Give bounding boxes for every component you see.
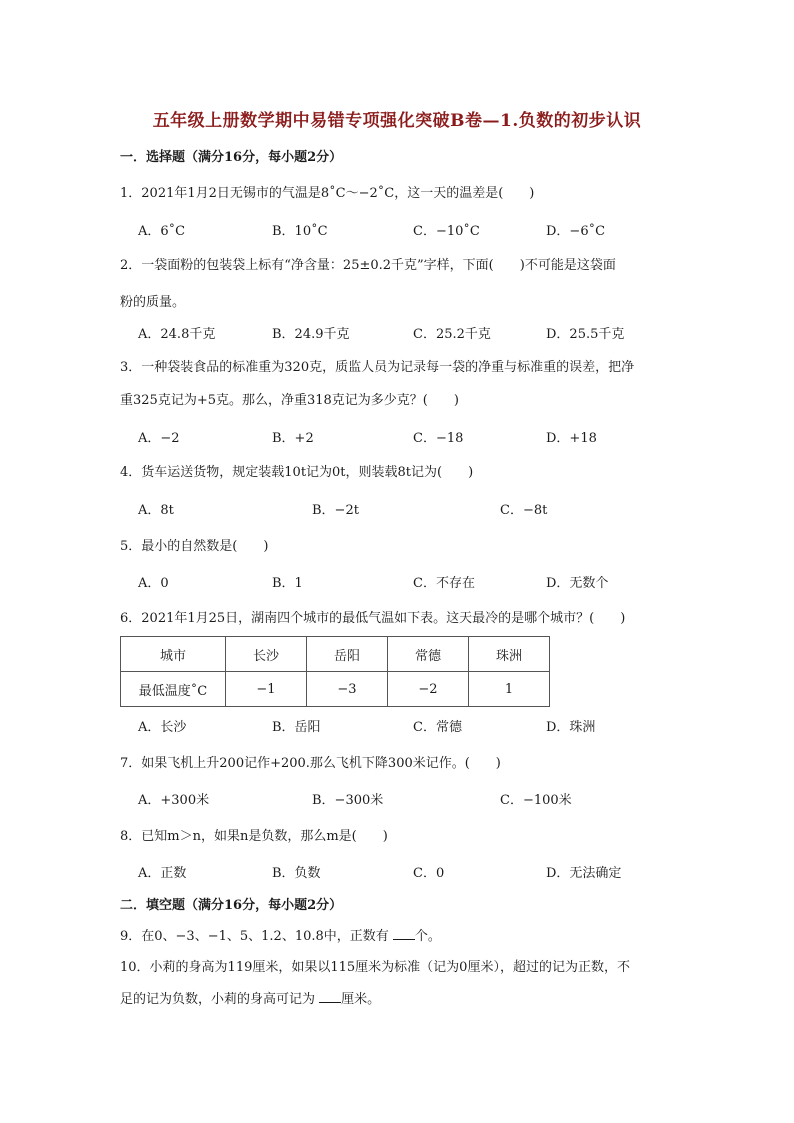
question-1: 1．2021年1月2日无锡市的气温是8˚C～−2˚C，这一天的温差是( ) xyxy=(120,186,535,201)
question-3-line-1: 3．一种袋装食品的标准重为320克，质监人员为记录每一袋的净重与标准重的误差，把净 xyxy=(120,360,635,375)
question-7-options xyxy=(138,789,698,807)
question-9-suffix: 个。 xyxy=(414,929,441,944)
option-c: C．25.2千克 xyxy=(413,327,491,342)
option-c: C．−8t xyxy=(500,503,548,518)
question-2-line-1: 2．一袋面粉的包装袋上标有“净含量：25±0.2千克”字样，下面( )不可能是这袋面 xyxy=(120,258,616,273)
option-a: A．−2 xyxy=(138,431,180,446)
question-7: 7．如果飞机上升200记作+200.那么飞机下降300米记作。( ) xyxy=(120,756,501,771)
question-9-text: 9．在0、−3、−1、5、1.2、10.8中，正数有 xyxy=(120,929,393,944)
question-6-options xyxy=(138,716,698,734)
option-b: B．1 xyxy=(272,576,303,591)
table-cell: 长沙 xyxy=(226,637,307,672)
table-cell: 1 xyxy=(469,672,550,707)
temperature-table xyxy=(120,636,550,707)
question-1-options xyxy=(138,220,698,238)
section-multiple-choice-heading: 一．选择题（满分16分，每小题2分） xyxy=(120,150,343,165)
option-a: A．长沙 xyxy=(138,720,187,735)
question-2-line-2: 粉的质量。 xyxy=(120,295,186,310)
table-cell: 常德 xyxy=(388,637,469,672)
question-8-options xyxy=(138,862,698,880)
question-10-line-2 xyxy=(120,988,680,1007)
option-a: A．8t xyxy=(138,503,174,518)
option-a: A．正数 xyxy=(138,866,187,881)
option-c: C．0 xyxy=(413,866,445,881)
option-b: B．−300米 xyxy=(312,793,384,808)
option-a: A．24.8千克 xyxy=(138,327,216,342)
option-b: B．岳阳 xyxy=(272,720,321,735)
table-cell: 城市 xyxy=(121,637,226,672)
option-c: C．常德 xyxy=(413,720,462,735)
option-b: B．−2t xyxy=(312,503,359,518)
table-cell: −2 xyxy=(388,672,469,707)
option-d: D．25.5千克 xyxy=(546,327,625,342)
question-3-line-2: 重325克记为+5克。那么，净重318克记为多少克？( ) xyxy=(120,393,459,408)
table-cell: −3 xyxy=(307,672,388,707)
answer-blank[interactable] xyxy=(319,990,341,1003)
option-a: A．6˚C xyxy=(138,224,186,239)
option-d: D．+18 xyxy=(546,431,597,446)
question-3-options xyxy=(138,427,698,445)
table-cell: 岳阳 xyxy=(307,637,388,672)
answer-blank[interactable] xyxy=(393,927,415,940)
option-b: B．负数 xyxy=(272,866,321,881)
question-10-line-1: 10．小莉的身高为119厘米，如果以115厘米为标准（记为0厘米），超过的记为正数，不 xyxy=(120,960,630,975)
question-8: 8．已知m＞n，如果n是负数，那么m是( ) xyxy=(120,829,388,844)
option-b: B．10˚C xyxy=(272,224,328,239)
option-d: D．−6˚C xyxy=(546,224,606,239)
question-6: 6．2021年1月25日，湖南四个城市的最低气温如下表。这天最冷的是哪个城市？( ) xyxy=(120,611,626,626)
option-c: C．−18 xyxy=(413,431,464,446)
table-header-row xyxy=(121,637,550,672)
question-9 xyxy=(120,925,680,944)
table-cell: −1 xyxy=(226,672,307,707)
question-4-options xyxy=(138,499,698,517)
option-d: D．无数个 xyxy=(546,576,609,591)
section-fill-blank-heading: 二．填空题（满分16分，每小题2分） xyxy=(120,898,343,913)
question-10-text: 足的记为负数，小莉的身高可记为 xyxy=(120,992,320,1007)
question-5-options xyxy=(138,572,698,590)
table-cell: 珠洲 xyxy=(469,637,550,672)
option-c: C．−100米 xyxy=(500,793,572,808)
option-b: B．+2 xyxy=(272,431,314,446)
question-4: 4．货车运送货物，规定装载10t记为0t，则装载8t记为( ) xyxy=(120,465,474,480)
page-title: 五年级上册数学期中易错专项强化突破B卷—1.负数的初步认识 xyxy=(152,111,642,131)
table-row xyxy=(121,672,550,707)
option-b: B．24.9千克 xyxy=(272,327,350,342)
option-a: A．0 xyxy=(138,576,169,591)
option-d: D．珠洲 xyxy=(546,720,596,735)
question-2-options xyxy=(138,323,698,341)
option-d: D．无法确定 xyxy=(546,866,622,881)
option-a: A．+300米 xyxy=(138,793,210,808)
question-10-suffix: 厘米。 xyxy=(341,992,381,1007)
option-c: C．不存在 xyxy=(413,576,475,591)
question-5: 5．最小的自然数是( ) xyxy=(120,539,269,554)
option-c: C．−10˚C xyxy=(413,224,480,239)
table-cell: 最低温度˚C xyxy=(121,672,226,707)
